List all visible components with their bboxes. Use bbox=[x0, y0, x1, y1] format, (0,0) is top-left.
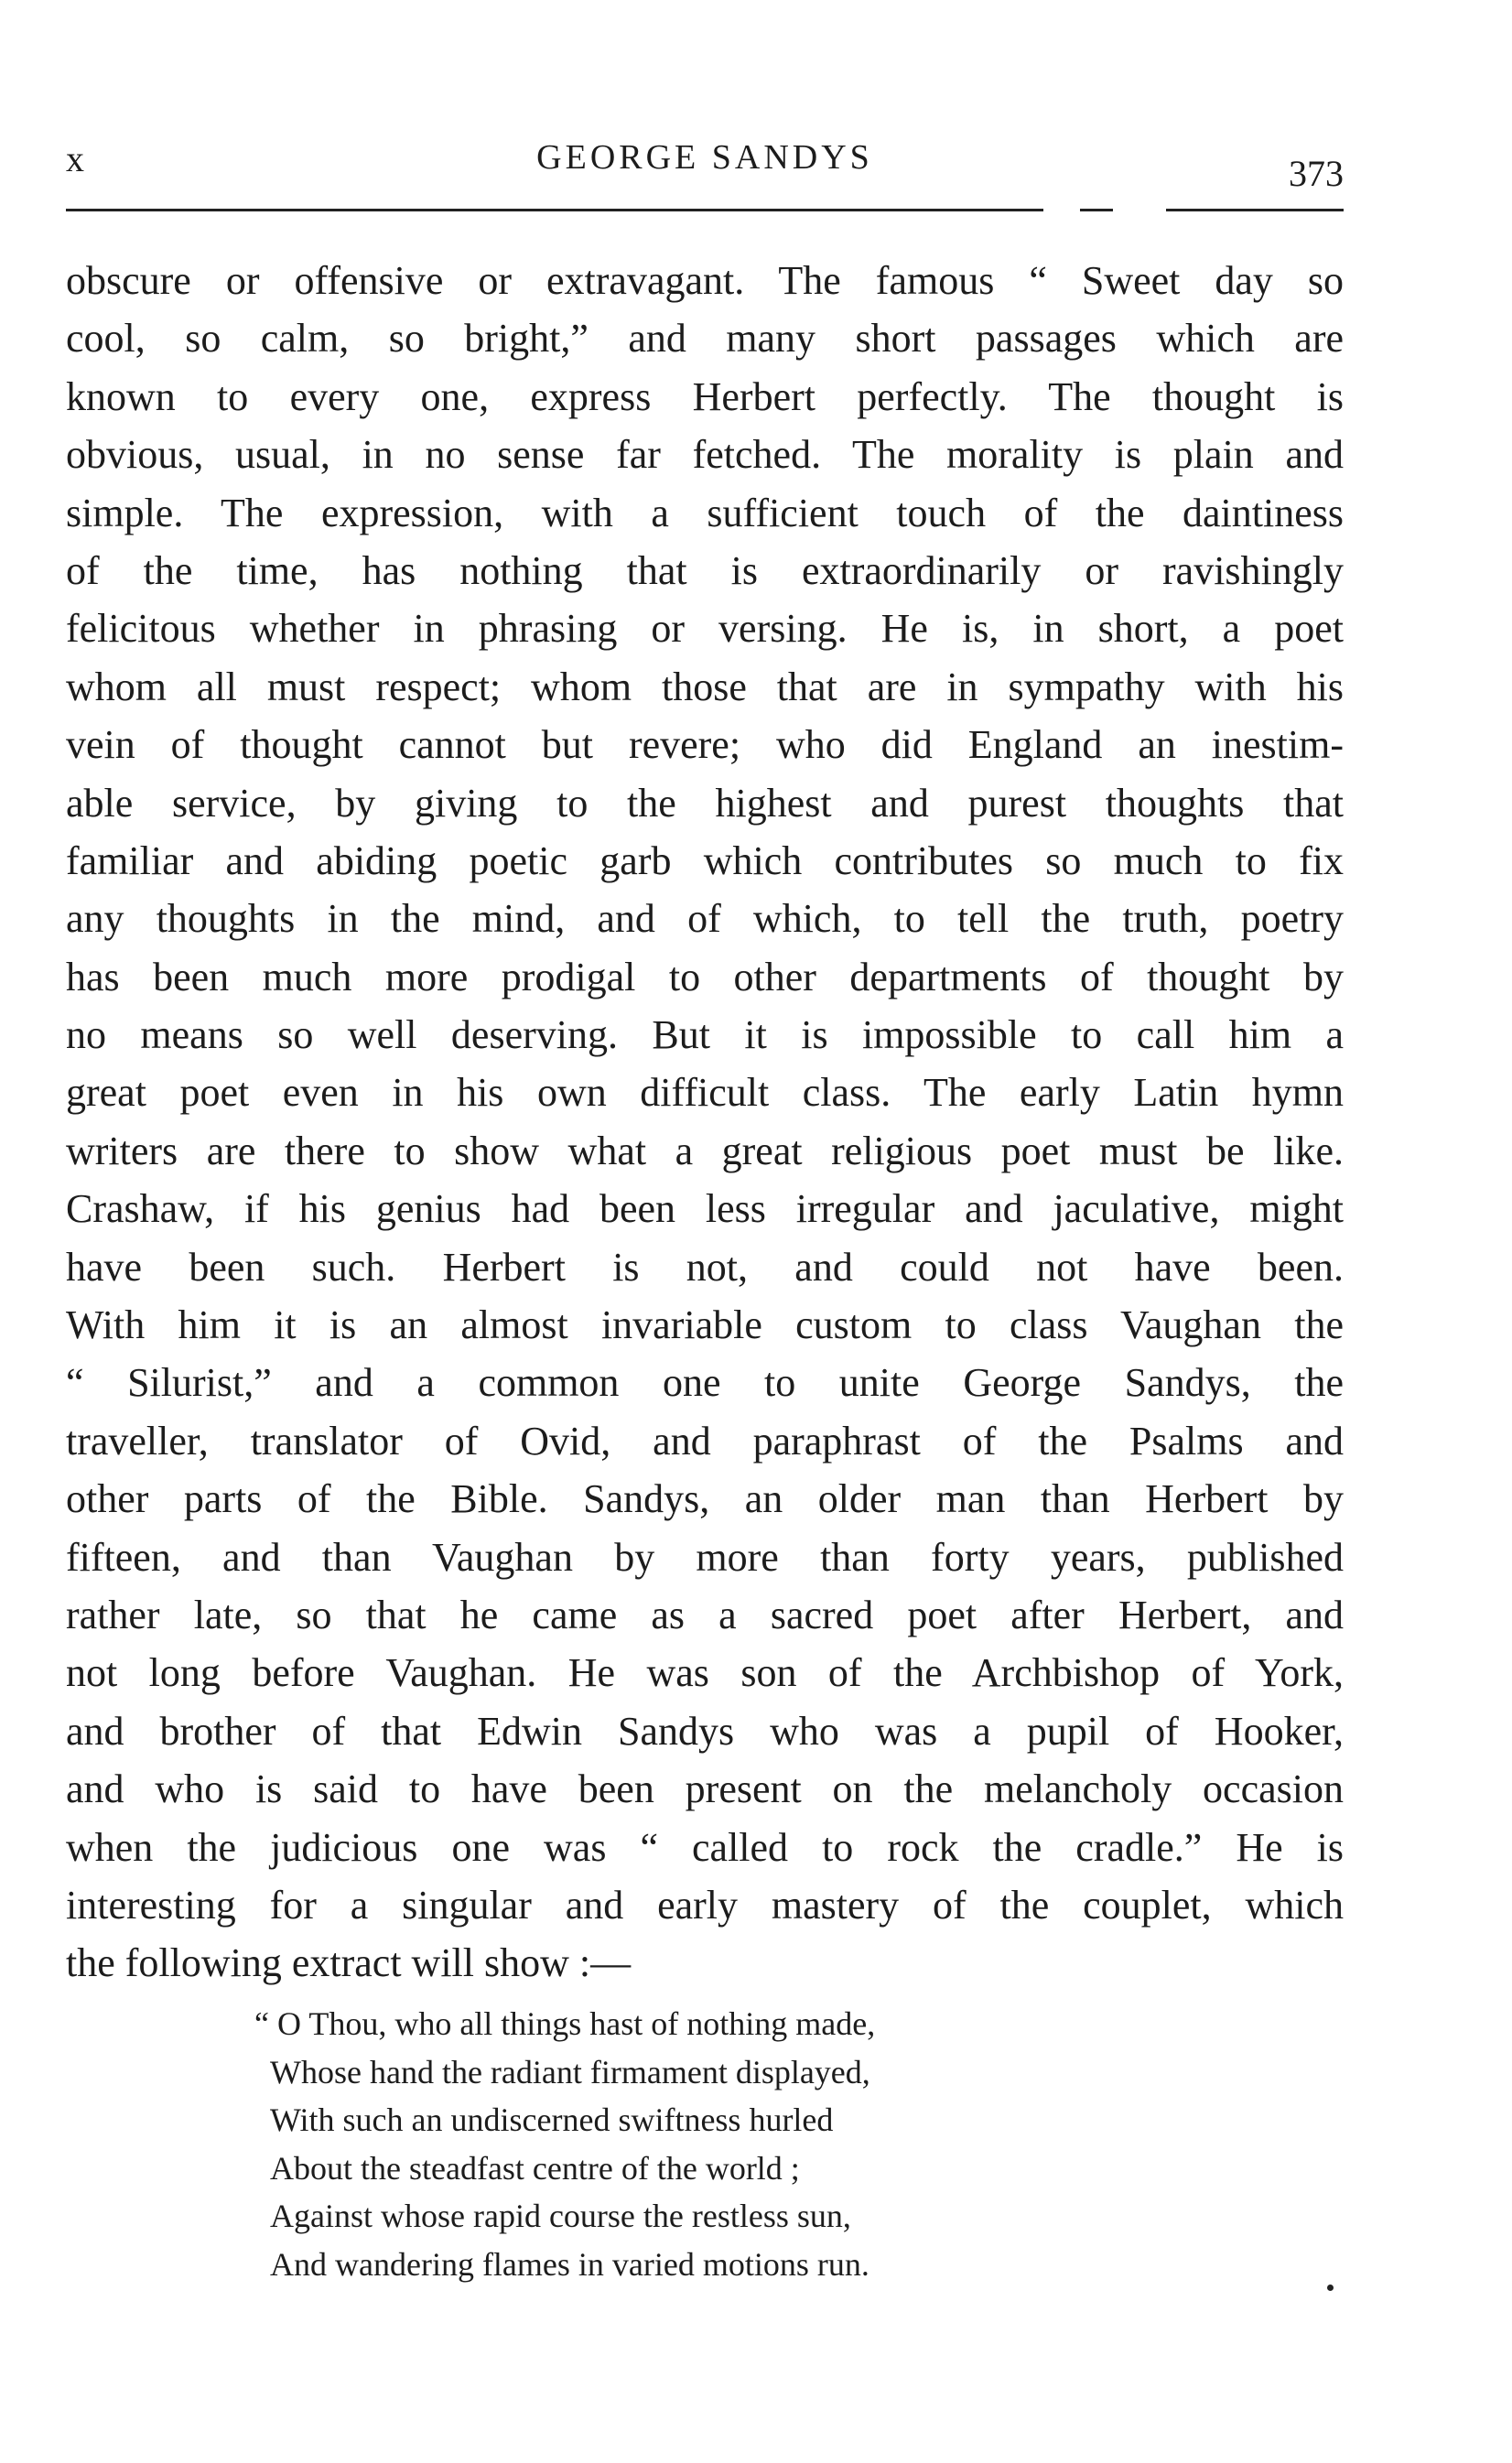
text-line: the following extract will show :— bbox=[66, 1940, 632, 1986]
text-line: interesting for a singular and early mastery of the couplet, which bbox=[66, 1882, 1344, 1928]
text-line: able service, by giving to the highest and purest thoughts that bbox=[66, 780, 1344, 826]
header-rule bbox=[66, 209, 1344, 212]
text-line: when the judicious one was “ called to rock the cradle.” He is bbox=[66, 1824, 1344, 1870]
text-line: and brother of that Edwin Sandys who was a pupil of Hooker, bbox=[66, 1708, 1344, 1754]
text-line: great poet even in his own difficult class. The early Latin hymn bbox=[66, 1070, 1344, 1116]
header-rule-segment bbox=[1080, 209, 1113, 211]
text-line: other parts of the Bible. Sandys, an older man than Herbert by bbox=[66, 1476, 1344, 1522]
text-line: any thoughts in the mind, and of which, to tell the truth, poetry bbox=[66, 896, 1344, 942]
verse-line: Whose hand the radiant firmament displayed, bbox=[270, 2053, 870, 2090]
chapter-number: x bbox=[66, 138, 85, 179]
running-head bbox=[66, 137, 1344, 192]
header-rule-segment bbox=[66, 209, 1043, 211]
text-line: Crashaw, if his genius had been less irregular and jaculative, might bbox=[66, 1186, 1344, 1232]
text-line: obvious, usual, in no sense far fetched. The morality is plain and bbox=[66, 432, 1344, 478]
text-line: no means so well deserving. But it is impossible to call him a bbox=[66, 1012, 1344, 1058]
body-text bbox=[66, 252, 1344, 1993]
running-title: GEORGE SANDYS bbox=[536, 138, 873, 177]
page-number: 373 bbox=[1289, 153, 1344, 194]
text-line: With him it is an almost invariable custom to class Vaughan the bbox=[66, 1302, 1344, 1348]
text-line: rather late, so that he came as a sacred poet after Herbert, and bbox=[66, 1592, 1344, 1637]
text-line: cool, so calm, so bright,” and many short passages which are bbox=[66, 316, 1344, 362]
text-line: writers are there to show what a great religious poet must be like. bbox=[66, 1128, 1344, 1173]
verse-line: “ O Thou, who all things hast of nothing made, bbox=[254, 2005, 876, 2042]
text-line: traveller, translator of Ovid, and paraphrast of the Psalms and bbox=[66, 1418, 1344, 1464]
text-line: known to every one, express Herbert perfectly. The thought is bbox=[66, 373, 1344, 419]
header-rule-segment bbox=[1166, 209, 1344, 211]
text-line: familiar and abiding poetic garb which contributes so much to fix bbox=[66, 837, 1344, 883]
text-line: whom all must respect; whom those that are in sympathy with his bbox=[66, 664, 1344, 709]
text-line: obscure or offensive or extravagant. The famous “ Sweet day so bbox=[66, 258, 1344, 303]
text-line: have been such. Herbert is not, and could not have been. bbox=[66, 1244, 1344, 1290]
text-line: “ Silurist,” and a common one to unite George Sandys, the bbox=[66, 1360, 1344, 1406]
verse-quotation bbox=[254, 2000, 1078, 2288]
text-line: and who is said to have been present on the melancholy occasion bbox=[66, 1766, 1344, 1812]
verse-line: With such an undiscerned swiftness hurled bbox=[270, 2101, 834, 2138]
text-line: has been much more prodigal to other departments of thought by bbox=[66, 954, 1344, 999]
text-line: fifteen, and than Vaughan by more than forty years, published bbox=[66, 1534, 1344, 1580]
ink-dot bbox=[1327, 2285, 1334, 2291]
text-line: not long before Vaughan. He was son of the Archbishop of York, bbox=[66, 1650, 1344, 1696]
text-line: simple. The expression, with a sufficient touch of the daintiness bbox=[66, 490, 1344, 535]
verse-line: About the steadfast centre of the world ; bbox=[270, 2149, 800, 2187]
text-line: felicitous whether in phrasing or versing. He is, in short, a poet bbox=[66, 606, 1344, 652]
text-line: of the time, has nothing that is extraordinarily or ravishingly bbox=[66, 547, 1344, 593]
verse-line: Against whose rapid course the restless sun, bbox=[270, 2198, 851, 2234]
text-line: vein of thought cannot but revere; who did England an inestim- bbox=[66, 722, 1344, 768]
verse-line: And wandering flames in varied motions run. bbox=[270, 2245, 869, 2283]
